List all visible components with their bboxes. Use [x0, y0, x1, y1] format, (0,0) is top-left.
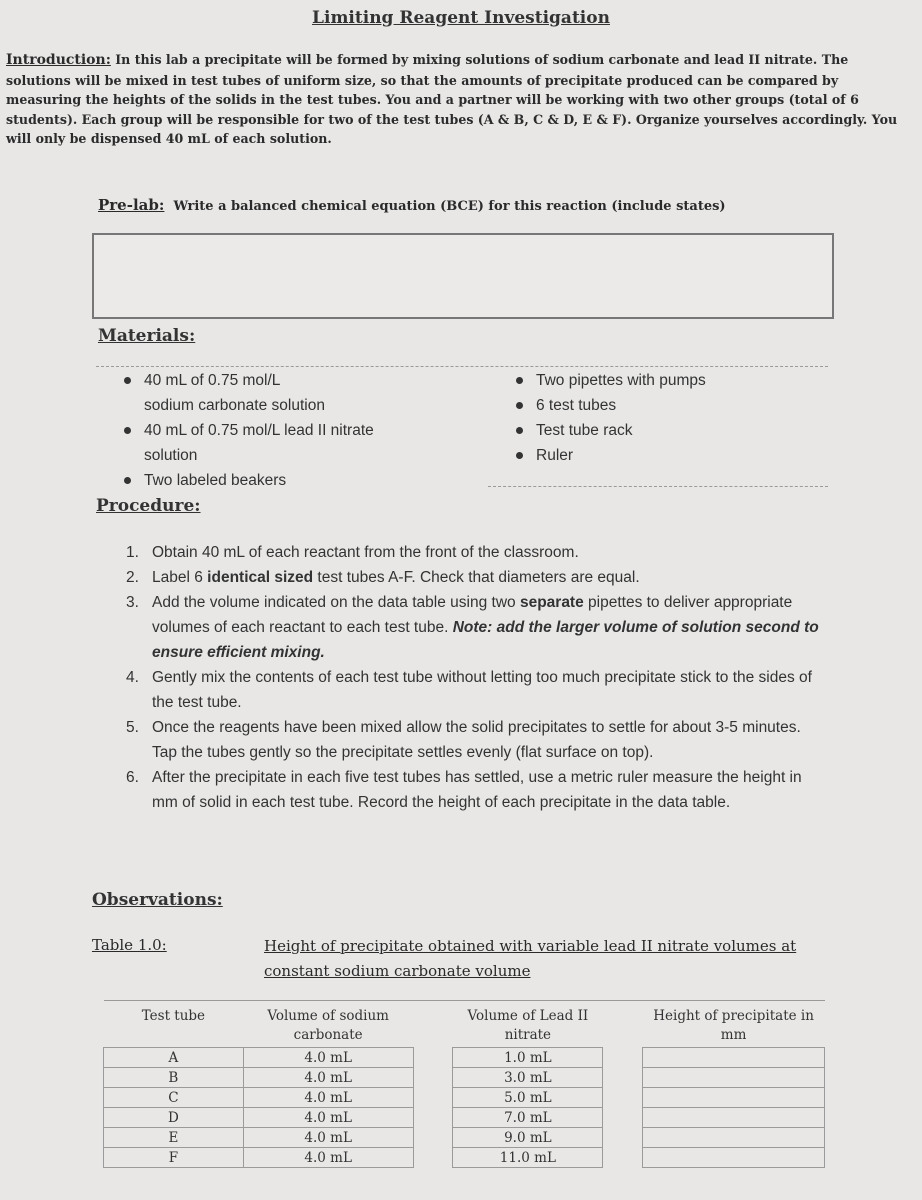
procedure-step: 2. Label 6 identical sized test tubes A-F. Check that diameters are equal.	[126, 569, 640, 586]
table-row	[104, 1148, 825, 1168]
table-row	[104, 1108, 825, 1128]
table-row	[104, 1088, 825, 1108]
table-caption: Height of precipitate obtained with variable lead II nitrate volumes at constant sodium carbonate volume	[264, 937, 797, 980]
list-item: 40 mL of 0.75 mol/L sodium carbonate solution	[120, 368, 374, 418]
height-cell[interactable]	[643, 1048, 825, 1068]
height-cell[interactable]	[643, 1088, 825, 1108]
height-cell[interactable]	[643, 1148, 825, 1168]
materials-right-list	[512, 368, 706, 468]
table-row	[104, 1068, 825, 1088]
page-title: Limiting Reagent Investigation	[312, 8, 610, 28]
materials-heading: Materials:	[98, 326, 196, 346]
data-table	[103, 1000, 825, 1168]
bullet-icon	[516, 402, 523, 409]
sodium-carbonate-cell: 4.0 mL	[243, 1088, 413, 1108]
intro-label: Introduction:	[6, 52, 111, 68]
sodium-carbonate-cell: 4.0 mL	[243, 1148, 413, 1168]
lead-nitrate-cell: 5.0 mL	[453, 1088, 603, 1108]
table-label: Table 1.0:	[92, 936, 167, 954]
procedure-step: 4. Gently mix the contents of each test tube without letting too much precipitate stick to the sides of the test tube.	[126, 669, 812, 711]
list-item: Two pipettes with pumps	[512, 368, 706, 393]
table-row	[104, 1048, 825, 1068]
sodium-carbonate-cell: 4.0 mL	[243, 1048, 413, 1068]
bullet-icon	[516, 427, 523, 434]
col-header-height: Height of precipitate in mm	[643, 1001, 825, 1048]
bce-answer-box[interactable]	[92, 233, 834, 319]
bullet-icon	[124, 377, 131, 384]
height-cell[interactable]	[643, 1128, 825, 1148]
materials-divider-bottom	[488, 486, 828, 487]
test-tube-cell: D	[104, 1108, 244, 1128]
lead-nitrate-cell: 9.0 mL	[453, 1128, 603, 1148]
test-tube-cell: A	[104, 1048, 244, 1068]
list-item: Ruler	[512, 443, 706, 468]
sodium-carbonate-cell: 4.0 mL	[243, 1128, 413, 1148]
col-header-sodium-carbonate: Volume of sodium carbonate	[243, 1001, 413, 1048]
sodium-carbonate-cell: 4.0 mL	[243, 1108, 413, 1128]
lead-nitrate-cell: 7.0 mL	[453, 1108, 603, 1128]
test-tube-cell: E	[104, 1128, 244, 1148]
materials-divider-top	[96, 366, 828, 367]
prelab-text: Write a balanced chemical equation (BCE) for this reaction (include states)	[173, 199, 726, 214]
intro-text: In this lab a precipitate will be formed by mixing solutions of sodium carbonate and lead II nitrate. The solutions will be mixed in test tubes of uniform size, so that the amounts of precipitate produced can be compared by measuring the heights of the solids in the test tubes. You and a partner will be working with two other groups (total of 6 students). Each group will be responsible for two of the test tubes (A & B, C & D, E & F). Organize yourselves accordingly. You will only be dispensed 40 mL of each solution.	[6, 52, 898, 147]
table-row	[104, 1128, 825, 1148]
procedure-step: 5. Once the reagents have been mixed allow the solid precipitates to settle for about 3-5 minutes. Tap the tubes gently so the precipitate settles evenly (flat surface on top).	[126, 719, 801, 761]
table-header-row	[104, 1001, 825, 1048]
procedure-step: 3. Add the volume indicated on the data table using two separate pipettes to deliver appropriate volumes of each reactant to each test tube. Note: add the larger volume of solution second to ensure efficient mixing.	[126, 594, 819, 661]
list-item: 40 mL of 0.75 mol/L lead II nitrate solution	[120, 418, 374, 468]
procedure-heading: Procedure:	[96, 496, 201, 516]
height-cell[interactable]	[643, 1108, 825, 1128]
list-item: 6 test tubes	[512, 393, 706, 418]
introduction	[6, 50, 911, 149]
list-item: Two labeled beakers	[120, 468, 374, 493]
test-tube-cell: F	[104, 1148, 244, 1168]
procedure-step: 1. Obtain 40 mL of each reactant from the front of the classroom.	[126, 544, 579, 561]
materials-left-list	[120, 368, 374, 493]
col-header-lead-nitrate: Volume of Lead II nitrate	[453, 1001, 603, 1048]
bullet-icon	[124, 427, 131, 434]
col-header-test-tube: Test tube	[104, 1001, 244, 1048]
procedure-step: 6. After the precipitate in each five test tubes has settled, use a metric ruler measure the height in mm of solid in each test tube. Record the height of each precipitate in the data table.	[126, 769, 802, 811]
lead-nitrate-cell: 1.0 mL	[453, 1048, 603, 1068]
observations-heading: Observations:	[92, 890, 223, 910]
prelab-label: Pre-lab:	[98, 196, 165, 214]
lead-nitrate-cell: 11.0 mL	[453, 1148, 603, 1168]
height-cell[interactable]	[643, 1068, 825, 1088]
prelab	[98, 196, 898, 214]
lead-nitrate-cell: 3.0 mL	[453, 1068, 603, 1088]
test-tube-cell: B	[104, 1068, 244, 1088]
sodium-carbonate-cell: 4.0 mL	[243, 1068, 413, 1088]
procedure-list	[126, 540, 826, 815]
list-item: Test tube rack	[512, 418, 706, 443]
bullet-icon	[124, 477, 131, 484]
test-tube-cell: C	[104, 1088, 244, 1108]
bullet-icon	[516, 452, 523, 459]
bullet-icon	[516, 377, 523, 384]
